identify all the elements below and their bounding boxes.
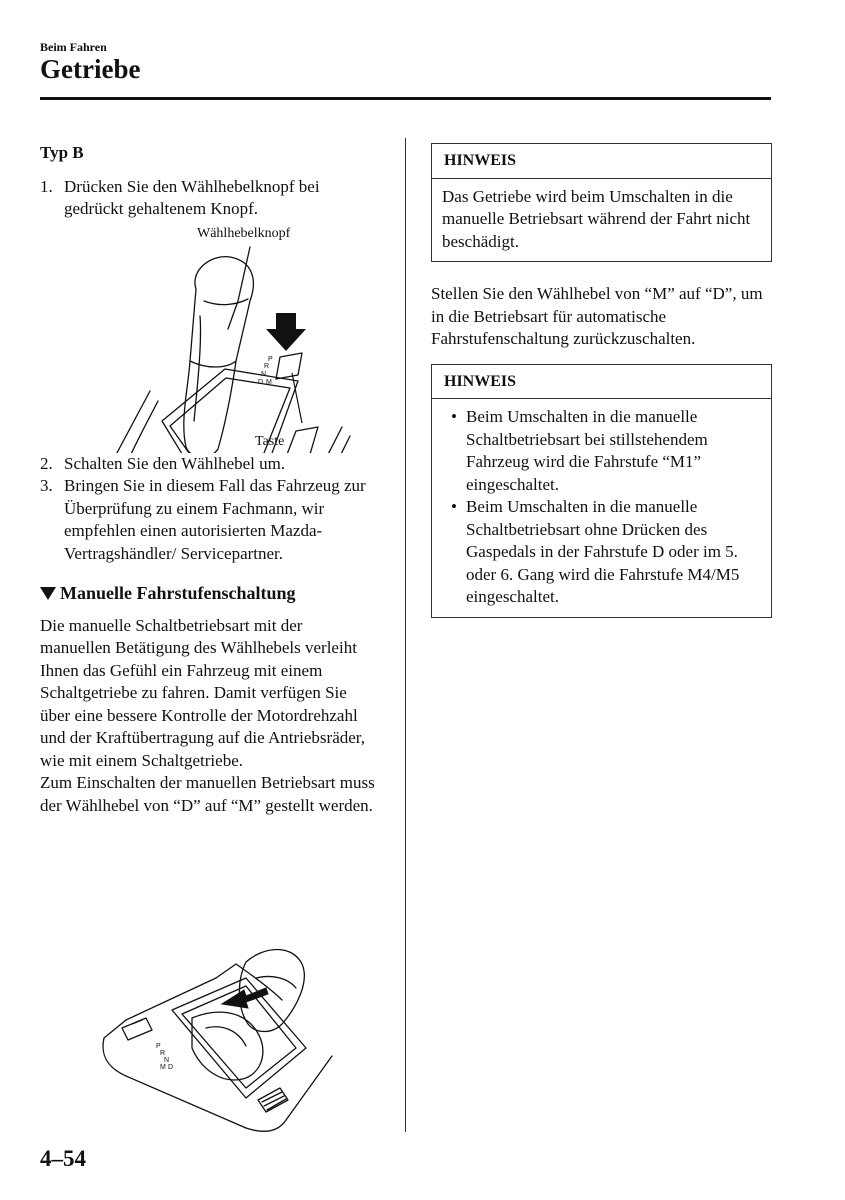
section-label: Beim Fahren <box>40 40 107 54</box>
gate-letter-m: M <box>160 1064 166 1071</box>
step-3 <box>40 475 375 565</box>
gate-letter-d: D <box>258 378 264 386</box>
figure-shift-to-manual <box>96 938 336 1136</box>
note-body: Das Getriebe wird beim Umschalten in die manuelle Betriebsart während der Fahrt nicht beschädigt. <box>442 186 751 251</box>
gear-shifter-illustration <box>40 221 375 453</box>
list-item <box>442 406 761 496</box>
gate-letter-r: R <box>264 362 270 370</box>
figure-label-knob: Wählhebelknopf <box>197 225 291 241</box>
page-number: 4–54 <box>40 1146 86 1171</box>
triangle-down-icon <box>40 587 56 600</box>
step-number: 2. <box>40 453 53 473</box>
steps-list-2 <box>40 453 375 566</box>
figure-label-button: Taste <box>255 433 285 449</box>
paragraph-manual-mode: Die manuelle Schaltbetriebsart mit der manuellen Betätigung des Wählhebels verleiht Ihnen das Gefühl ein Fahrzeug mit einem Schaltgetriebe zu fahren. Damit verfügen Sie über eine bessere Kontrolle der Motordrehzahl und der Kraftübertragung auf die Antriebsräder, wie mit einem Schaltgetriebe. <box>40 615 366 770</box>
note-heading: HINWEIS <box>432 365 771 400</box>
note-box-1 <box>431 143 772 262</box>
gear-shifter-manual-illustration <box>96 938 336 1136</box>
step-text: Schalten Sie den Wählhebel um. <box>64 453 286 473</box>
note-body <box>432 399 771 617</box>
note-box-2 <box>431 364 772 618</box>
list-item-text: Beim Umschalten in die manuelle Schaltbetriebsart ohne Drücken des Gaspedals in der Fahrstufe D oder im 5. oder 6. Gang wird die Fahrstufe M4/M5 eingeschaltet. <box>466 497 740 606</box>
column-divider <box>405 138 406 1132</box>
gate-letter-n: N <box>261 370 267 378</box>
subheading-text: Manuelle Fahrstufenschaltung <box>60 583 296 603</box>
gate-letter-n: N <box>164 1057 170 1064</box>
title-rule <box>40 97 771 100</box>
step-text: Bringen Sie in diesem Fall das Fahrzeug zur Überprüfung zu einem Fachmann, wir empfehlen einen autorisierten Mazda-Vertragshändler/ Servicepartner. <box>64 476 366 563</box>
figure-shift-knob-button <box>40 221 375 453</box>
paragraph-switch-to-m: Zum Einschalten der manuellen Betriebsart muss der Wählhebel von “D” auf “M” gestellt werden. <box>40 773 375 815</box>
step-text: Drücken Sie den Wählhebelknopf bei gedrückt gehaltenem Knopf. <box>64 176 320 218</box>
typ-heading: Typ B <box>40 143 84 162</box>
gate-letter-m: M <box>266 378 272 386</box>
gate-letter-d: D <box>168 1064 174 1071</box>
bullet: • <box>451 497 457 516</box>
note-bullet-list <box>442 406 761 609</box>
steps-list-1 <box>40 176 375 221</box>
paragraph-switch-back: Stellen Sie den Wählhebel von “M” auf “D”, um in die Betriebsart für automatische Fahrstufenschaltung zurückzuschalten. <box>431 284 763 348</box>
gate-letter-p: P <box>156 1043 161 1050</box>
step-1 <box>40 176 375 221</box>
left-column <box>40 142 375 817</box>
step-number: 3. <box>40 476 53 495</box>
page-title: Getriebe <box>40 54 141 84</box>
list-item <box>442 496 761 609</box>
gate-letter-p: P <box>268 355 273 363</box>
gate-letter-r: R <box>160 1050 166 1057</box>
subheading <box>40 582 375 605</box>
note-heading: HINWEIS <box>432 144 771 179</box>
bullet: • <box>451 407 457 426</box>
right-column <box>431 143 772 618</box>
step-number: 1. <box>40 176 53 196</box>
list-item-text: Beim Umschalten in die manuelle Schaltbetriebsart bei stillstehendem Fahrzeug wird die Fahrstufe “M1” eingeschaltet. <box>466 407 708 494</box>
step-2 <box>40 453 375 476</box>
